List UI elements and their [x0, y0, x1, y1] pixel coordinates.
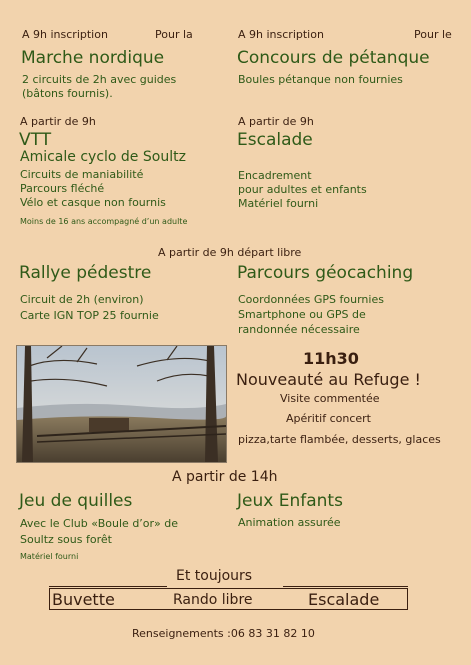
vtt-note: Moins de 16 ans accompagné d’un adulte	[20, 217, 188, 226]
escalade-desc: Encadrement pour adultes et enfants Matériel fourni	[238, 169, 367, 210]
quilles-title: Jeu de quilles	[19, 491, 133, 511]
petanque-desc: Boules pétanque non fournies	[238, 73, 403, 86]
landscape-photo	[16, 345, 227, 463]
vtt-subtitle: Amicale cyclo de Soultz	[20, 149, 186, 165]
vtt-time: A partir de 9h	[20, 115, 96, 128]
marche-time: A 9h inscription	[22, 28, 108, 41]
petanque-pour: Pour le	[414, 28, 452, 41]
toujours-buvette: Buvette	[52, 590, 115, 609]
geocaching-title: Parcours géocaching	[237, 263, 414, 283]
refuge-time: 11h30	[303, 349, 359, 368]
contact-phone: Renseignements :06 83 31 82 10	[132, 627, 315, 640]
petanque-title: Concours de pétanque	[237, 48, 430, 68]
escalade-title: Escalade	[237, 130, 313, 150]
enfants-desc: Animation assurée	[238, 516, 341, 529]
depart-libre: A partir de 9h départ libre	[158, 246, 302, 259]
geocaching-desc: Coordonnées GPS fournies Smartphone ou GPS de randonnée nécessaire	[238, 293, 384, 336]
refuge-visite: Visite commentée	[280, 392, 380, 405]
toujours-title: Et toujours	[176, 568, 253, 584]
vtt-desc: Circuits de maniabilité Parcours fléché Vélo et casque non fournis	[20, 168, 166, 209]
toujours-escalade: Escalade	[308, 590, 380, 609]
refuge-title: Nouveauté au Refuge !	[236, 370, 421, 389]
apres-14h: A partir de 14h	[172, 469, 278, 485]
enfants-title: Jeux Enfants	[237, 491, 343, 511]
marche-pour: Pour la	[155, 28, 193, 41]
quilles-desc: Avec le Club «Boule d’or» de Soultz sous forêt	[20, 517, 179, 546]
marche-title: Marche nordique	[21, 48, 165, 68]
quilles-note: Matériel fourni	[20, 552, 79, 561]
vtt-title: VTT	[19, 130, 52, 150]
rallye-desc: Circuit de 2h (environ) Carte IGN TOP 25 fournie	[20, 293, 159, 322]
refuge-aperitif: Apéritif concert	[286, 412, 371, 425]
divider-left	[49, 586, 167, 587]
marche-desc: 2 circuits de 2h avec guides (bâtons fournis).	[22, 73, 177, 100]
petanque-time: A 9h inscription	[238, 28, 324, 41]
toujours-rando: Rando libre	[173, 592, 253, 608]
divider-right	[283, 586, 408, 587]
refuge-menu: pizza,tarte flambée, desserts, glaces	[238, 433, 441, 446]
escalade-time: A partir de 9h	[238, 115, 314, 128]
rallye-title: Rallye pédestre	[19, 263, 152, 283]
